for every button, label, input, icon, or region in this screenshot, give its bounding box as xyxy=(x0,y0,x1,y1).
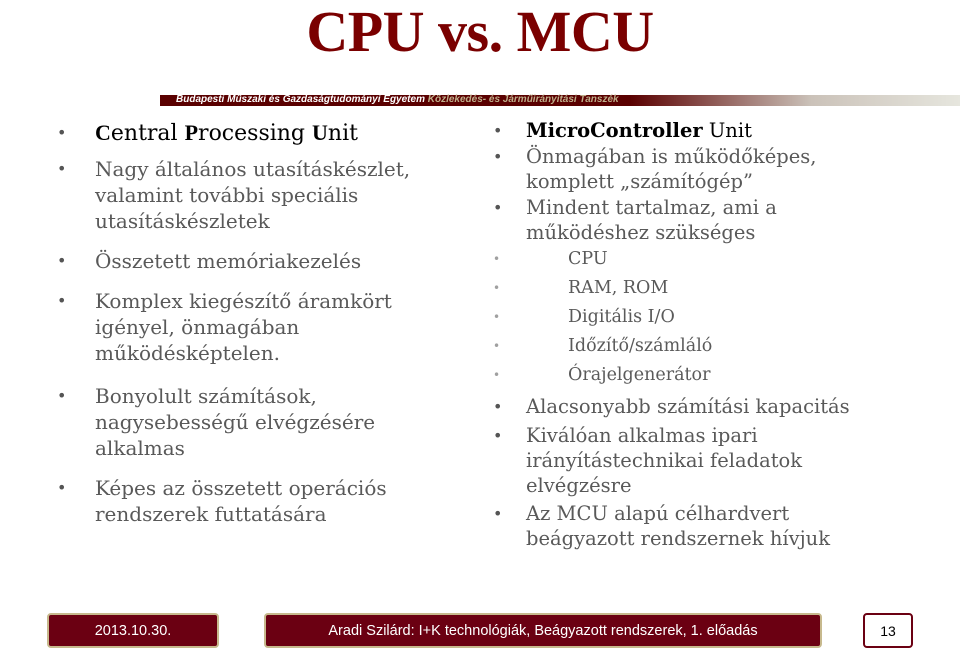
footer-date: 2013.10.30. xyxy=(47,613,219,648)
bullet-icon: • xyxy=(493,147,503,166)
bullet-icon: • xyxy=(493,198,503,217)
list-item: • Kiválóan alkalmas ipari irányítástechnikai feladatok elvégzésre xyxy=(493,424,803,497)
sub-bullet-icon: • xyxy=(493,310,501,324)
sub-item: • RAM, ROM xyxy=(493,274,933,303)
list-item: • Összetett memóriakezelés xyxy=(57,249,362,273)
list-item: • Mindent tartalmaz, ami a működéshez szükséges xyxy=(493,196,777,244)
sub-item: • CPU xyxy=(493,245,933,274)
department-name: Közlekedés- és Járműirányítási Tanszék xyxy=(427,94,619,105)
bullet-icon: • xyxy=(493,121,503,140)
list-item: • Képes az összetett operációs rendszerek futtatására xyxy=(57,476,387,526)
cpu-column xyxy=(55,120,475,527)
list-item: • Bonyolult számítások, nagysebességű elvégzésére alkalmas xyxy=(57,384,376,460)
list-item: • Alacsonyabb számítási kapacitás xyxy=(493,395,850,418)
sub-bullet-icon: • xyxy=(493,281,501,295)
page-number: 13 xyxy=(863,613,913,648)
sub-item: • Digitális I/O xyxy=(493,303,933,332)
bullet-icon: • xyxy=(493,504,503,523)
sub-bullet-icon: • xyxy=(493,368,501,382)
banner-fade xyxy=(630,95,960,106)
sub-bullet-icon: • xyxy=(493,339,501,353)
list-item: • Nagy általános utasításkészlet, valamint további speciális utasításkészletek xyxy=(57,157,411,233)
bullet-icon: • xyxy=(57,478,67,497)
list-item: • Önmagában is működőképes, komplett „számítógép” xyxy=(493,145,817,193)
sub-bullet-icon: • xyxy=(493,252,501,266)
sub-item: • Órajelgenerátor xyxy=(493,361,933,390)
university-name: Budapesti Műszaki és Gazdaságtudományi Egyetem xyxy=(176,94,425,105)
bullet-icon: • xyxy=(493,426,503,445)
slide-title: CPU vs. MCU xyxy=(306,0,654,64)
bullet-icon: • xyxy=(57,291,67,310)
bullet-icon: • xyxy=(57,386,67,405)
sub-item: • Időzítő/számláló xyxy=(493,332,933,361)
list-item: • Az MCU alapú célhardvert beágyazott rendszernek hívjuk xyxy=(493,502,831,550)
mcu-heading: • MicroController Unit xyxy=(493,119,752,142)
cpu-heading: • Central Processing Unit xyxy=(57,120,358,146)
list-item: • Komplex kiegészítő áramkört igényel, önmagában működésképtelen. xyxy=(57,289,392,365)
bullet-icon: • xyxy=(57,159,67,178)
footer-author: Aradi Szilárd: I+K technológiák, Beágyazott rendszerek, 1. előadás xyxy=(264,613,822,648)
bullet-icon: • xyxy=(57,123,67,142)
bullet-icon: • xyxy=(493,397,503,416)
header-banner xyxy=(160,95,960,106)
bullet-icon: • xyxy=(57,251,67,270)
mcu-column xyxy=(493,118,933,551)
banner-text xyxy=(176,94,619,105)
